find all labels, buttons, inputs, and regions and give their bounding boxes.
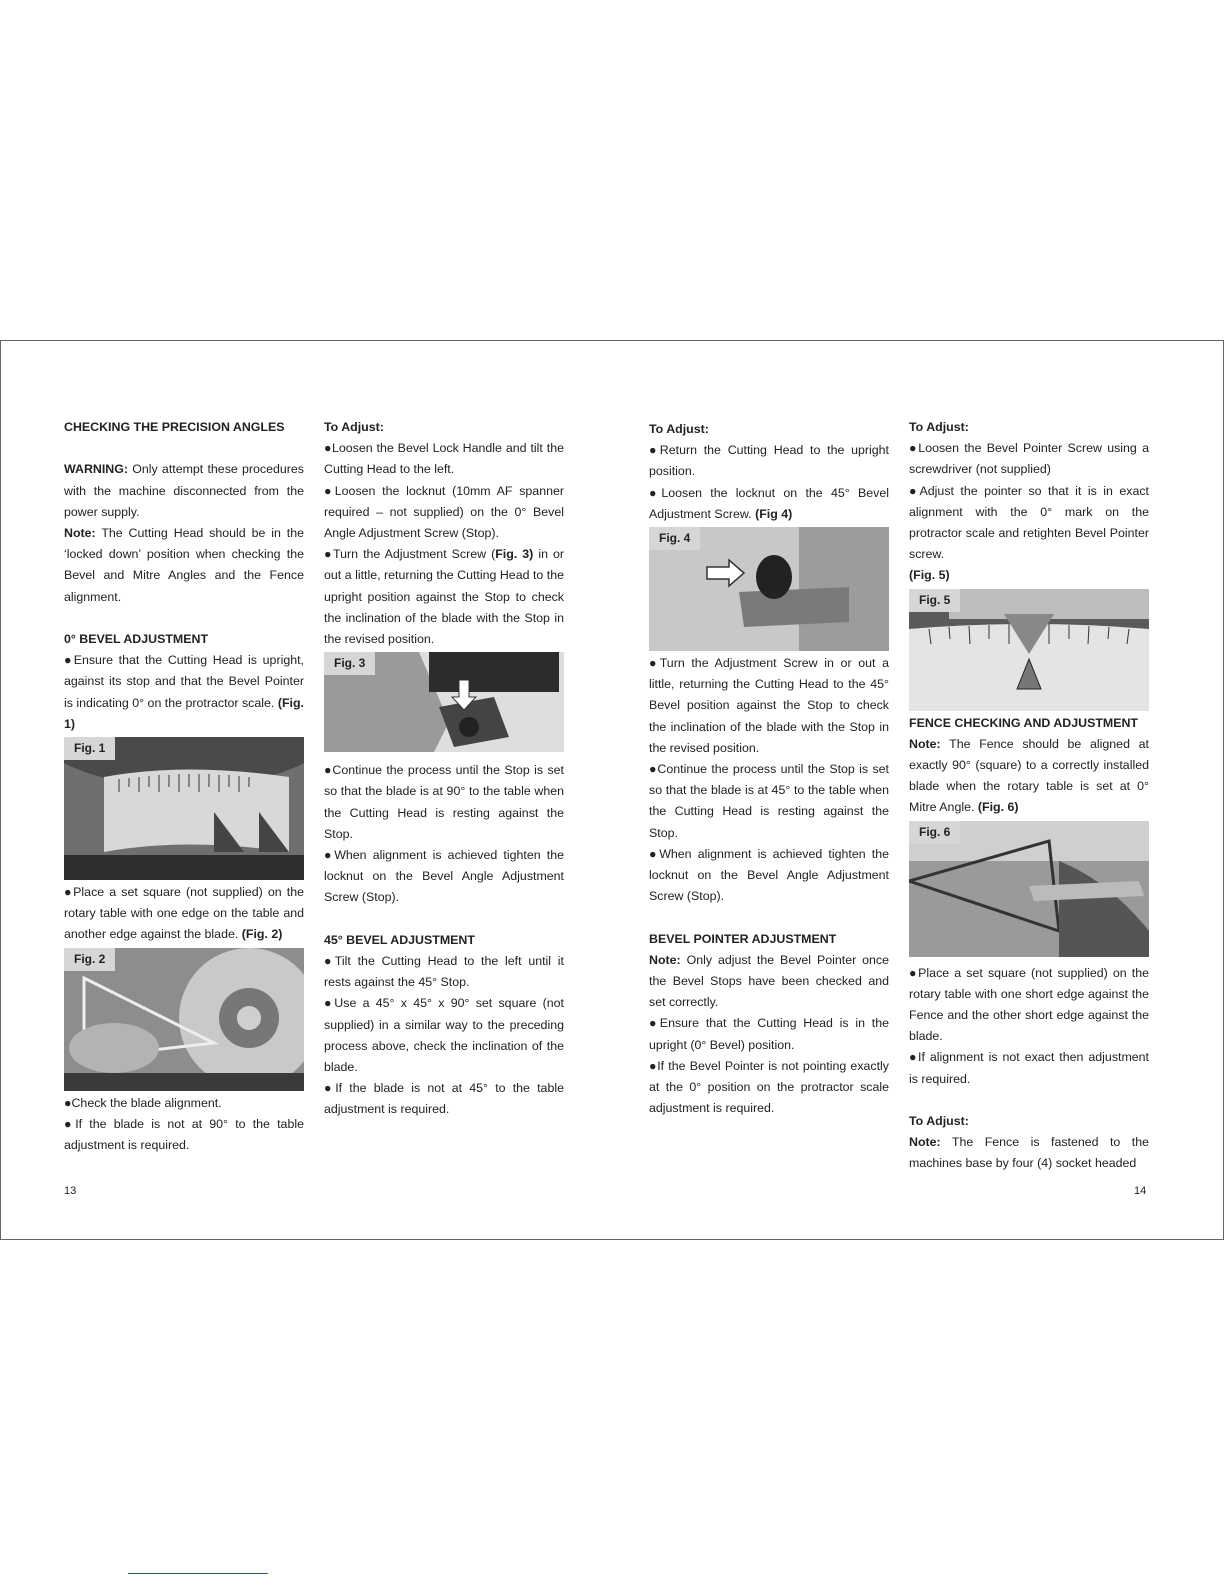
fig-4-label: Fig. 4 — [649, 527, 700, 550]
bullet: ●If the Bevel Pointer is not pointing exactly at the 0° position on the protractor scale adjustment is required. — [649, 1058, 889, 1116]
bullet: ●Use a 45° x 45° x 90° set square (not supplied) in a similar way to the preceding process above, check the inclination of the blade. — [324, 996, 564, 1075]
to-adjust-title: To Adjust: — [909, 420, 969, 434]
note-paragraph: Note: The Fence is fastened to the machines base by four (4) socket headed — [909, 1135, 1149, 1171]
note-paragraph: Note: The Fence should be aligned at exactly 90° (square) to a correctly installed blade when the rotary table is set at 0° Mitre Angle. (Fig. 6) — [909, 736, 1149, 815]
bullet: ●Loosen the locknut on the 45° Bevel Adjustment Screw. (Fig 4) — [649, 485, 889, 521]
bullet: ●Place a set square (not supplied) on the rotary table with one short edge against the Fence and the other short edge against the blade. — [909, 965, 1149, 1044]
to-adjust-title: To Adjust: — [909, 1114, 969, 1129]
to-adjust-title: To Adjust: — [649, 422, 709, 436]
note-paragraph: Note: The Cutting Head should be in the ‘locked down’ position when checking the Bevel and Mitre Angles and the Fence alignment. — [64, 526, 304, 604]
bevel-45-title: 45° BEVEL ADJUSTMENT — [324, 932, 475, 947]
fig-5-photo — [909, 589, 1149, 711]
fig-6-label: Fig. 6 — [909, 821, 960, 844]
bullet: ●Continue the process until the Stop is set so that the blade is at 45° to the table when the Cutting Head is resting against the Stop. — [649, 762, 889, 840]
bullet: ●If the blade is not at 90° to the table adjustment is required. — [64, 1116, 304, 1153]
bullet: ●Loosen the Bevel Lock Handle and tilt the Cutting Head to the left. — [324, 441, 564, 477]
column-4 — [909, 417, 1149, 1175]
bullet: ●Check the blade alignment. — [64, 1095, 222, 1110]
bevel-pointer-title: BEVEL POINTER ADJUSTMENT — [649, 931, 837, 946]
to-adjust-title: To Adjust: — [324, 420, 384, 434]
column-2 — [324, 417, 564, 1121]
bullet: ●When alignment is achieved tighten the locknut on the Bevel Angle Adjustment Screw (Stop). — [649, 846, 889, 904]
fig-2-photo — [64, 948, 304, 1091]
link-underline — [128, 1573, 268, 1574]
page-number-left: 13 — [64, 1185, 77, 1197]
bullet: ●Ensure that the Cutting Head is in the upright (0° Bevel) position. — [649, 1016, 889, 1052]
fence-title: FENCE CHECKING AND ADJUSTMENT — [909, 715, 1139, 730]
fig-6-photo — [909, 821, 1149, 957]
bevel-0-title: 0° BEVEL ADJUSTMENT — [64, 632, 209, 646]
bullet: ●If the blade is not at 45° to the table adjustment is required. — [324, 1081, 564, 1117]
warning-paragraph: WARNING: Only attempt these procedures with the machine disconnected from the power supply. — [64, 462, 304, 519]
fig-3-photo — [324, 652, 564, 752]
bullet: ●Loosen the Bevel Pointer Screw using a screwdriver (not supplied) — [909, 441, 1149, 477]
bullet: ●Continue the process until the Stop is set so that the blade is at 90° to the table when the Cutting Head is resting against the Stop. — [324, 763, 564, 841]
section-title: CHECKING THE PRECISION ANGLES — [64, 420, 285, 434]
bullet: ●Tilt the Cutting Head to the left until it rests against the 45° Stop. — [324, 954, 564, 990]
fig-2-label: Fig. 2 — [64, 948, 115, 971]
bullet: ●If alignment is not exact then adjustment is required. — [909, 1050, 1149, 1086]
bullet: ●When alignment is achieved tighten the locknut on the Bevel Angle Adjustment Screw (Stop). — [324, 848, 564, 905]
fig-1-photo — [64, 737, 304, 880]
fig-4-photo — [649, 527, 889, 651]
bullet: ●Return the Cutting Head to the upright position. — [649, 443, 889, 479]
bullet: ●Adjust the pointer so that it is in exact alignment with the 0° mark on the protractor scale and retighten Bevel Pointer screw. — [909, 483, 1149, 562]
bullet: ●Turn the Adjustment Screw (Fig. 3) in or out a little, returning the Cutting Head to the upright position against the Stop to check the inclination of the blade with the Stop in the revised position. — [324, 547, 564, 647]
bullet: ●Turn the Adjustment Screw in or out a little, returning the Cutting Head to the 45° Bevel position against the Stop to check the inclination of the blade with the Stop in the revised position. — [649, 656, 889, 755]
fig-5-label: Fig. 5 — [909, 589, 960, 612]
bullet: ●Loosen the locknut (10mm AF spanner required – not supplied) on the 0° Bevel Angle Adjustment Screw (Stop). — [324, 483, 564, 541]
fig-ref: (Fig. 5) — [909, 568, 950, 583]
column-1 — [64, 417, 304, 1156]
bullet: ●Ensure that the Cutting Head is upright, against its stop and that the Bevel Pointer is indicating 0° on the protractor scale. (Fig. 1) — [64, 653, 304, 731]
manual-spread — [0, 340, 1224, 1240]
page-number-right: 14 — [1134, 1185, 1147, 1197]
column-3 — [649, 419, 889, 1119]
fig-3-label: Fig. 3 — [324, 652, 375, 675]
note-paragraph: Note: Only adjust the Bevel Pointer once the Bevel Stops have been checked and set correctly. — [649, 952, 889, 1010]
fig-1-label: Fig. 1 — [64, 737, 115, 760]
bullet: ●Place a set square (not supplied) on the rotary table with one edge on the table and another edge against the blade. (Fig. 2) — [64, 885, 304, 942]
